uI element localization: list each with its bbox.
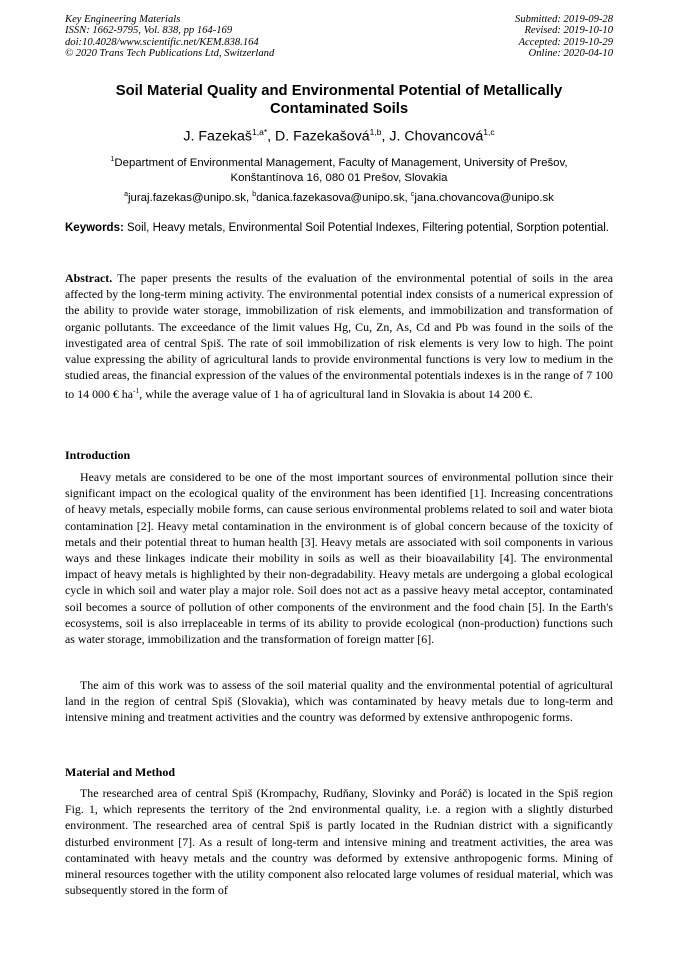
method-paragraph-1: The researched area of central Spiš (Krompachy, Rudňany, Slovinky and Poráč) is located in the Spiš region Fig. 1, which represents the territory of the 2nd environmental quality, i.e. a region with a slightly disturbed environment. The researched area of central Spiš is partly located in the Rudnian district with a significantly disturbed environment [7]. As a result of long-term and intensive mining and treatment activities, the area was contaminated with heavy metals and the country was deformed by extensive anthropogenic forms. Mining of mineral resources together with the utility component also relocated large volumes of residual material, which was subsequently stored in the form of xyxy=(65,786,613,898)
email-a[interactable]: juraj.fazekas@unipo.sk xyxy=(128,191,246,204)
email-c[interactable]: jana.chovancova@unipo.sk xyxy=(414,191,554,204)
paper-title: Soil Material Quality and Environmental Potential of Metallically Contaminated Soils xyxy=(115,83,563,117)
copyright: © 2020 Trans Tech Publications Ltd, Switzerland xyxy=(65,48,275,60)
accepted-date: Accepted: 2019-10-29 xyxy=(518,36,613,48)
doi: doi:10.4028/www.scientific.net/KEM.838.164 xyxy=(65,36,259,48)
email-b[interactable]: danica.fazekasova@unipo.sk xyxy=(256,191,405,204)
author-3: J. Chovancová xyxy=(389,128,484,145)
affiliation-line-1: Department of Environmental Management, Faculty of Management, University of Prešov, xyxy=(114,156,568,169)
abstract-label: Abstract. xyxy=(65,271,113,285)
abstract-text: The paper presents the results of the evaluation of the environmental potential of soils in the area affected by the long-term mining activity. The environmental potential index consists of a numerical expression of the ability to provide water storage, immobilization of risk elements, and immobilization and transformation of organic pollutants. The exceedance of the limit values Hg, Cu, Zn, As, Cd and Pb was found in the soils of the investigated area of central Spiš. The rate of soil immobilization of risk elements is very low to high. The point value expressing the ability of agricultural lands to provide environmental functions is very low to medium in the studied areas, the financial expression of the values of the environmental potentials indexes is in the range of 7 100 to 14 000 € ha xyxy=(65,271,613,402)
issn: ISSN: 1662-9795, Vol. 838, pp 164-169 xyxy=(65,25,233,37)
introduction-paragraph-2: The aim of this work was to assess of the soil material quality and the environmental potential of agricultural land in the region of central Spiš (Slovakia), which was contaminated by heavy metals due to long-term and intensive mining and treatment activities and the country was deformed by extensive anthropogenic forms. xyxy=(65,678,613,725)
author-1-affil: 1,a* xyxy=(252,127,268,137)
affiliation xyxy=(65,152,613,187)
abstract xyxy=(65,270,613,403)
author-2: D. Fazekašová xyxy=(275,128,370,145)
author-emails: $^a$juraj.fazekas@unipo.sk, $^b$danica.fazekasova@unipo.sk, $^c$jana.chovancova@unipo.sk xyxy=(124,191,554,204)
author-2-affil: 1,b xyxy=(369,127,382,137)
author-1: J. Fazekaš xyxy=(183,128,253,145)
introduction-heading: Introduction xyxy=(65,448,131,462)
revised-date: Revised: 2019-10-10 xyxy=(524,25,613,37)
keywords-label: Keywords: xyxy=(65,222,124,234)
author-separator: , xyxy=(381,128,390,145)
submitted-date: Submitted: 2019-09-28 xyxy=(515,14,613,25)
method-heading: Material and Method xyxy=(65,765,175,779)
affiliation-number: 1 xyxy=(110,156,115,163)
abstract-text-end: , while the average value of 1 ha of agricultural land in Slovakia is about 14 200 €. xyxy=(139,387,533,402)
online-date: Online: 2020-04-10 xyxy=(528,48,613,60)
email-b-marker: b xyxy=(252,191,257,198)
affiliation-line-2: Konštantínova 16, 080 01 Prešov, Slovakia xyxy=(230,172,448,185)
author-list xyxy=(65,123,613,146)
publication-dates xyxy=(515,14,613,60)
author-separator: , xyxy=(267,128,276,145)
introduction-paragraph-1: Heavy metals are considered to be one of the most important sources of environmental pollution since their significant impact on the ecological quality of the environment has been identified [1]. Increasing concentrations of heavy metals, especially mobile forms, can cause serious environmental problems related to soil and water biota contamination [2]. Heavy metal contamination in the environment is of global concern because of the toxicity of metals and their potential threat to human health [3]. Heavy metals are associated with soil components in various ways and these linkages indicate their mobility in soils as well as their bioavailability [4]. The environmental impact of heavy metals is highlighted by their non-degradability. Heavy metals are undergoing a global ecological cycle in which soil and water play a major role. Soil does not act as a passive heavy metal acceptor, contaminated soil becomes a source of pollution of other components of the environment and the food chain [5]. In the Earth's ecosystems, soil is also irreplaceable in terms of its ability to provide ecological (non-production) functions such as water storage, immobilization and the transformation of foreign matter [6]. xyxy=(65,470,613,647)
journal-name: Key Engineering Materials xyxy=(65,14,181,25)
email-a-marker: a xyxy=(124,191,129,198)
author-3-affil: 1,c xyxy=(483,127,495,137)
abstract-superscript: -1 xyxy=(133,386,140,396)
journal-header xyxy=(65,14,274,60)
keywords-text: Soil, Heavy metals, Environmental Soil Potential Indexes, Filtering potential, Sorption potential. xyxy=(127,222,609,234)
keywords xyxy=(65,221,613,237)
email-c-marker: c xyxy=(410,191,415,198)
